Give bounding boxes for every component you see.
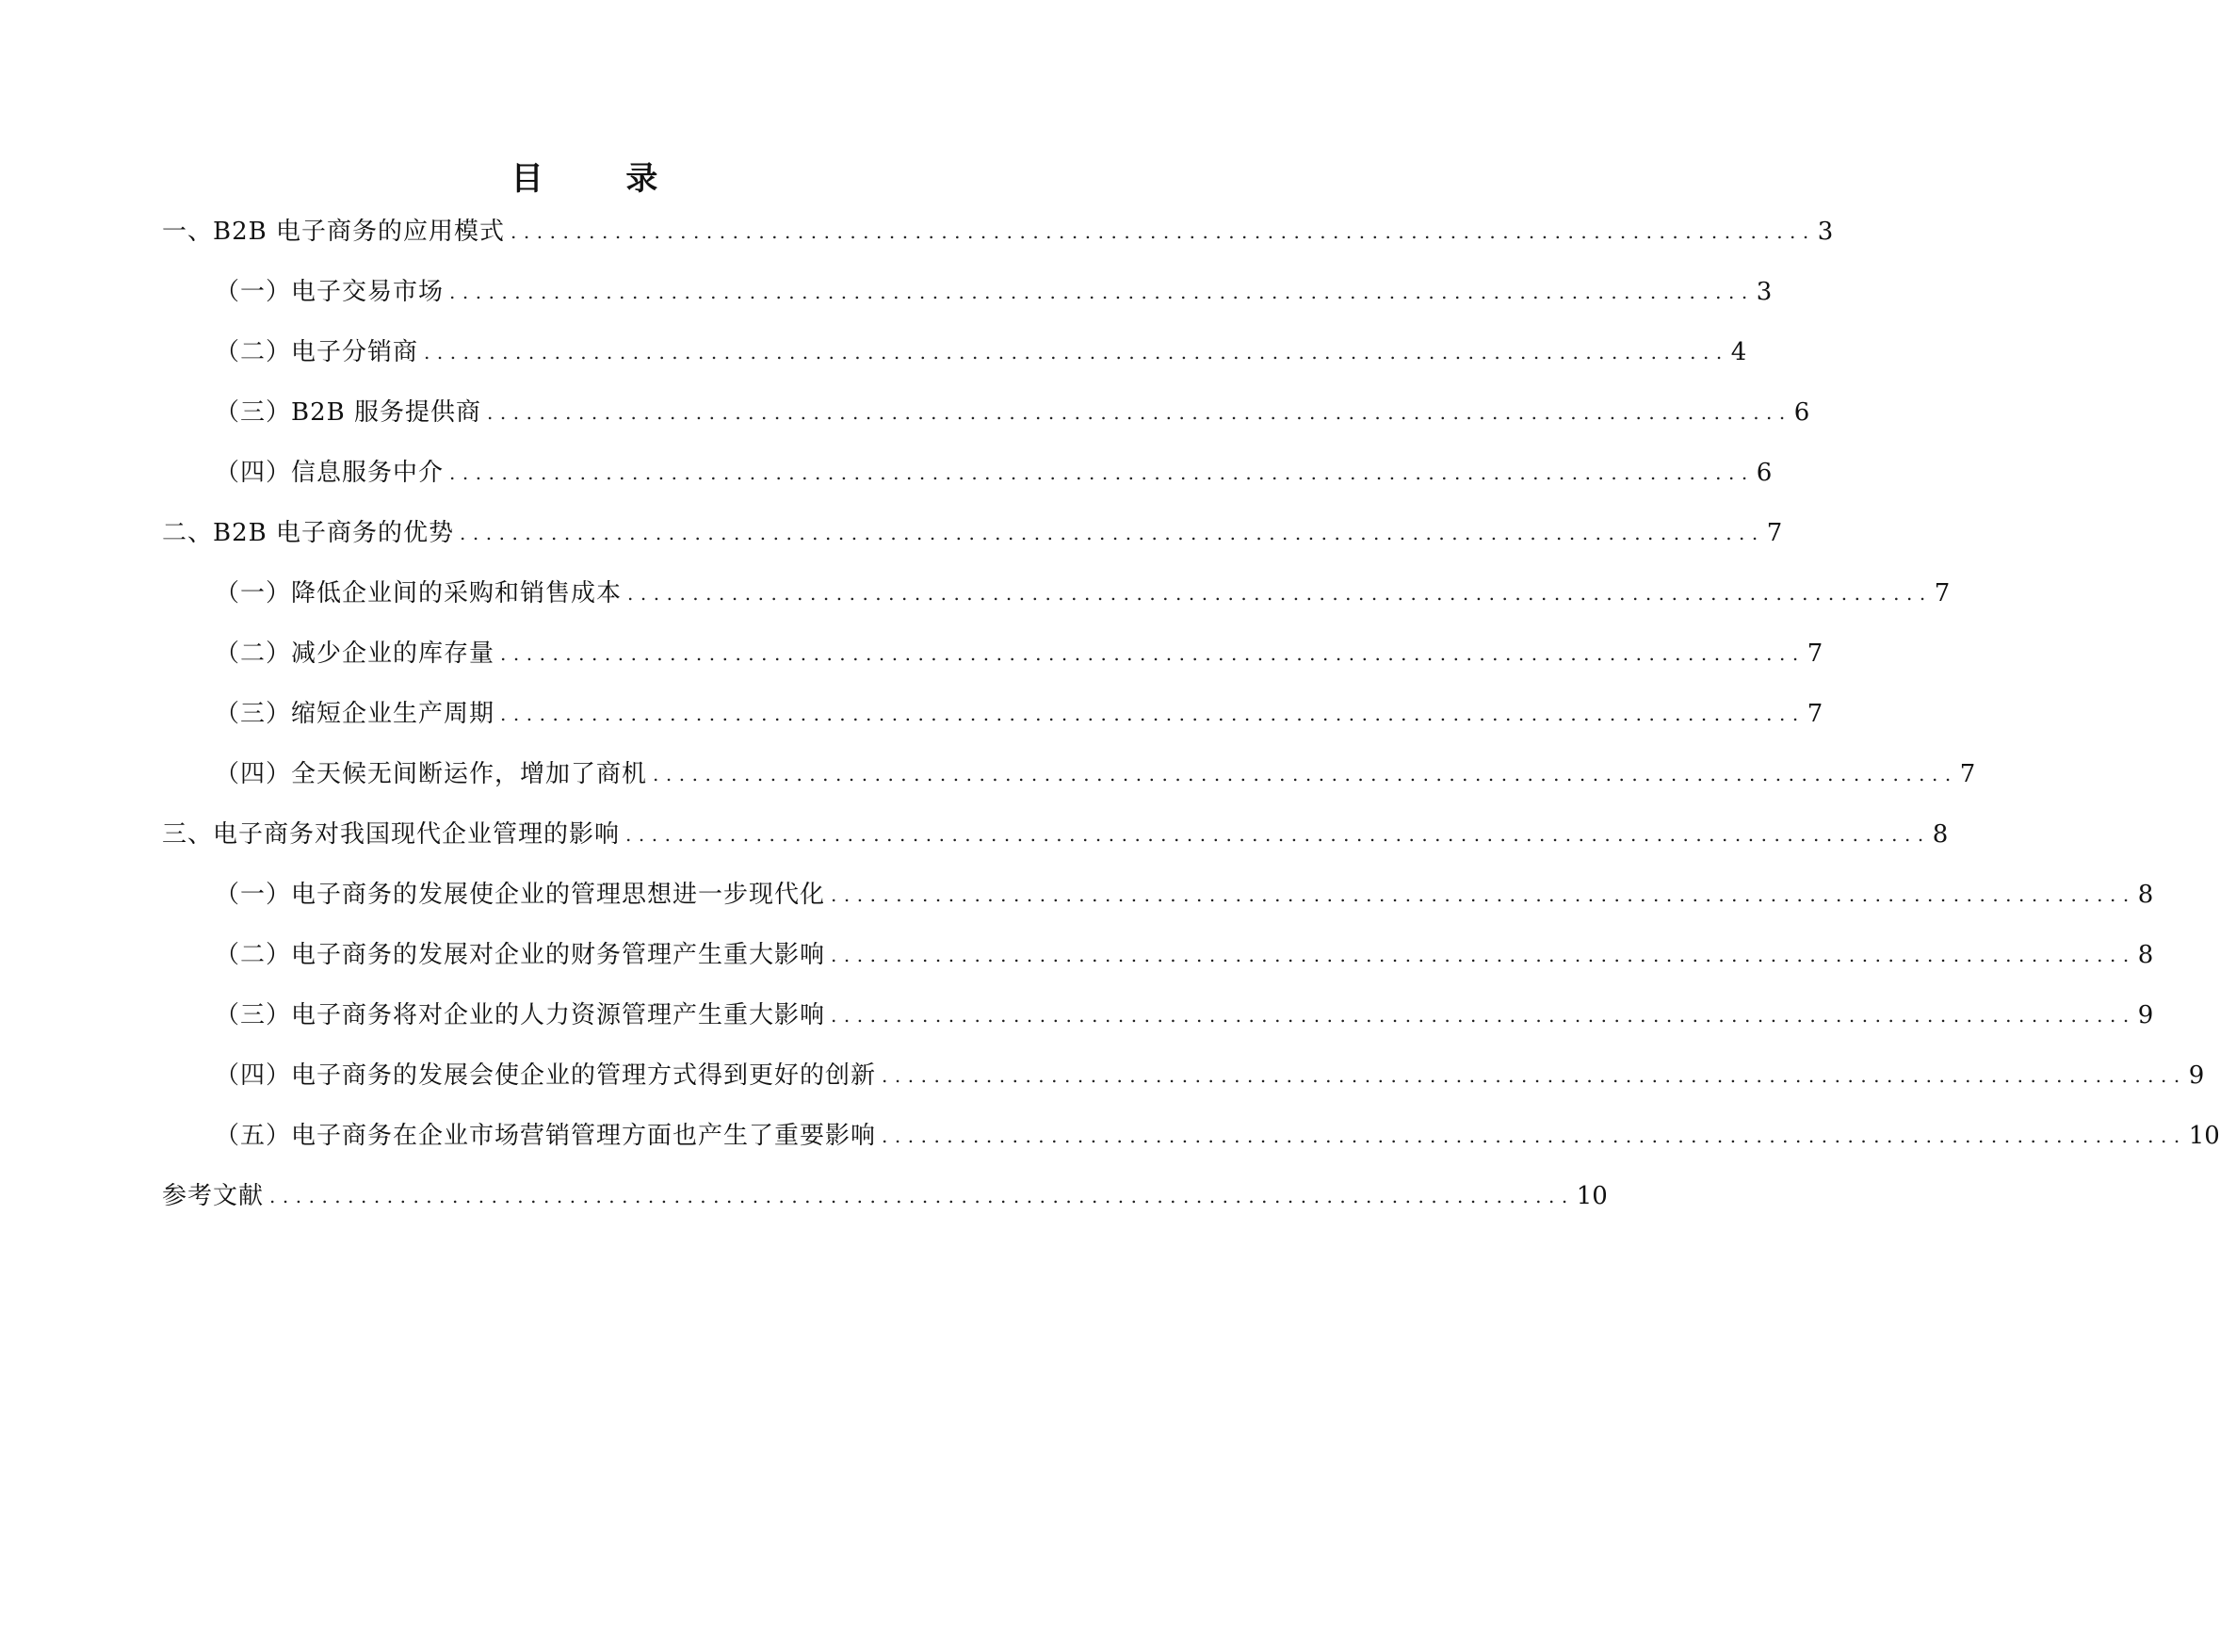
toc-entry-page: 7	[1766, 519, 1783, 547]
toc-entry-page: 7	[1807, 640, 1823, 668]
page-title: 目 录	[510, 159, 694, 198]
toc-entry-label: （一）降低企业间的采购和销售成本	[215, 579, 623, 607]
dot-leader: ....................................................................................................	[882, 1125, 2187, 1147]
toc-entry[interactable]	[215, 1117, 2220, 1155]
toc-entry[interactable]	[215, 936, 2154, 974]
toc-entry-label: （三）缩短企业生产周期	[215, 700, 495, 728]
dot-leader: ....................................................................................................	[653, 763, 1958, 786]
dot-leader: ....................................................................................................	[487, 401, 1792, 424]
toc-entry-label: 参考文献	[162, 1182, 265, 1210]
dot-leader: ....................................................................................................	[831, 1004, 2136, 1027]
toc-entry-label: （三）电子商务将对企业的人力资源管理产生重大影响	[215, 1001, 826, 1029]
toc-entry-page: 7	[1807, 700, 1823, 728]
dot-leader: ....................................................................................................	[831, 944, 2136, 966]
dot-leader: ....................................................................................................	[627, 582, 1933, 605]
toc-entry-label: （四）信息服务中介	[215, 459, 445, 487]
toc-entry-page: 7	[1959, 760, 1976, 788]
dot-leader: ....................................................................................................	[510, 220, 1816, 243]
toc-entry[interactable]	[215, 575, 1951, 612]
toc-entry[interactable]	[215, 876, 2154, 914]
dot-leader: ....................................................................................................	[882, 1064, 2187, 1087]
toc-entry-label: 二、B2B 电子商务的优势	[162, 519, 455, 547]
toc-entry-label: （二）电子分销商	[215, 338, 419, 366]
toc-entry[interactable]	[215, 333, 1747, 371]
toc-entry-label: 一、B2B 电子商务的应用模式	[162, 218, 506, 246]
dot-leader: ....................................................................................................	[500, 703, 1806, 725]
toc-entry-page: 6	[1756, 459, 1773, 487]
dot-leader: ....................................................................................................	[625, 823, 1931, 846]
toc-entry-page: 8	[2137, 941, 2154, 969]
toc-entry-label: （一）电子交易市场	[215, 278, 445, 306]
toc-entry[interactable]	[215, 695, 1823, 733]
toc-entry[interactable]	[215, 996, 2154, 1034]
toc-entry-page: 3	[1817, 218, 1834, 246]
toc-entry[interactable]	[162, 1177, 1608, 1215]
dot-leader: ....................................................................................................	[831, 883, 2136, 906]
dot-leader: ....................................................................................................	[449, 462, 1755, 484]
toc-entry-page: 9	[2188, 1061, 2205, 1090]
dot-leader: ....................................................................................................	[500, 642, 1806, 665]
toc-entry[interactable]	[215, 635, 1823, 672]
toc-entry[interactable]	[162, 514, 1783, 552]
toc-entry-label: 三、电子商务对我国现代企业管理的影响	[162, 820, 621, 849]
toc-entry[interactable]	[215, 755, 1976, 793]
toc-entry-page: 8	[2137, 881, 2154, 909]
toc-entry-label: （一）电子商务的发展使企业的管理思想进一步现代化	[215, 881, 826, 909]
toc-entry-page: 4	[1730, 338, 1747, 366]
toc-entry[interactable]	[215, 1057, 2205, 1094]
toc-entry[interactable]	[215, 273, 1773, 311]
toc-entry-page: 3	[1756, 278, 1773, 306]
toc-entry-page: 9	[2137, 1001, 2154, 1029]
toc-entry-page: 10	[1576, 1182, 1608, 1210]
toc-entry-label: （四）全天候无间断运作，增加了商机	[215, 760, 648, 788]
toc-entry-label: （二）电子商务的发展对企业的财务管理产生重大影响	[215, 941, 826, 969]
dot-leader: ....................................................................................................	[460, 522, 1765, 544]
toc-entry-page: 6	[1793, 398, 1810, 427]
toc-entry[interactable]	[215, 394, 1810, 431]
toc-entry-label: （三）B2B 服务提供商	[215, 398, 482, 427]
toc-entry-page: 7	[1934, 579, 1951, 607]
toc-entry-label: （二）减少企业的库存量	[215, 640, 495, 668]
toc-entry-page: 10	[2188, 1122, 2220, 1150]
toc-entry[interactable]	[215, 454, 1773, 492]
toc-entry-page: 8	[1932, 820, 1949, 849]
toc-entry-label: （四）电子商务的发展会使企业的管理方式得到更好的创新	[215, 1061, 877, 1090]
toc-entry[interactable]	[162, 213, 1834, 251]
dot-leader: ....................................................................................................	[449, 281, 1755, 303]
toc-entry[interactable]	[162, 816, 1949, 853]
toc-entry-label: （五）电子商务在企业市场营销管理方面也产生了重要影响	[215, 1122, 877, 1150]
dot-leader: ....................................................................................................	[424, 341, 1729, 364]
dot-leader: ....................................................................................................	[269, 1185, 1575, 1207]
